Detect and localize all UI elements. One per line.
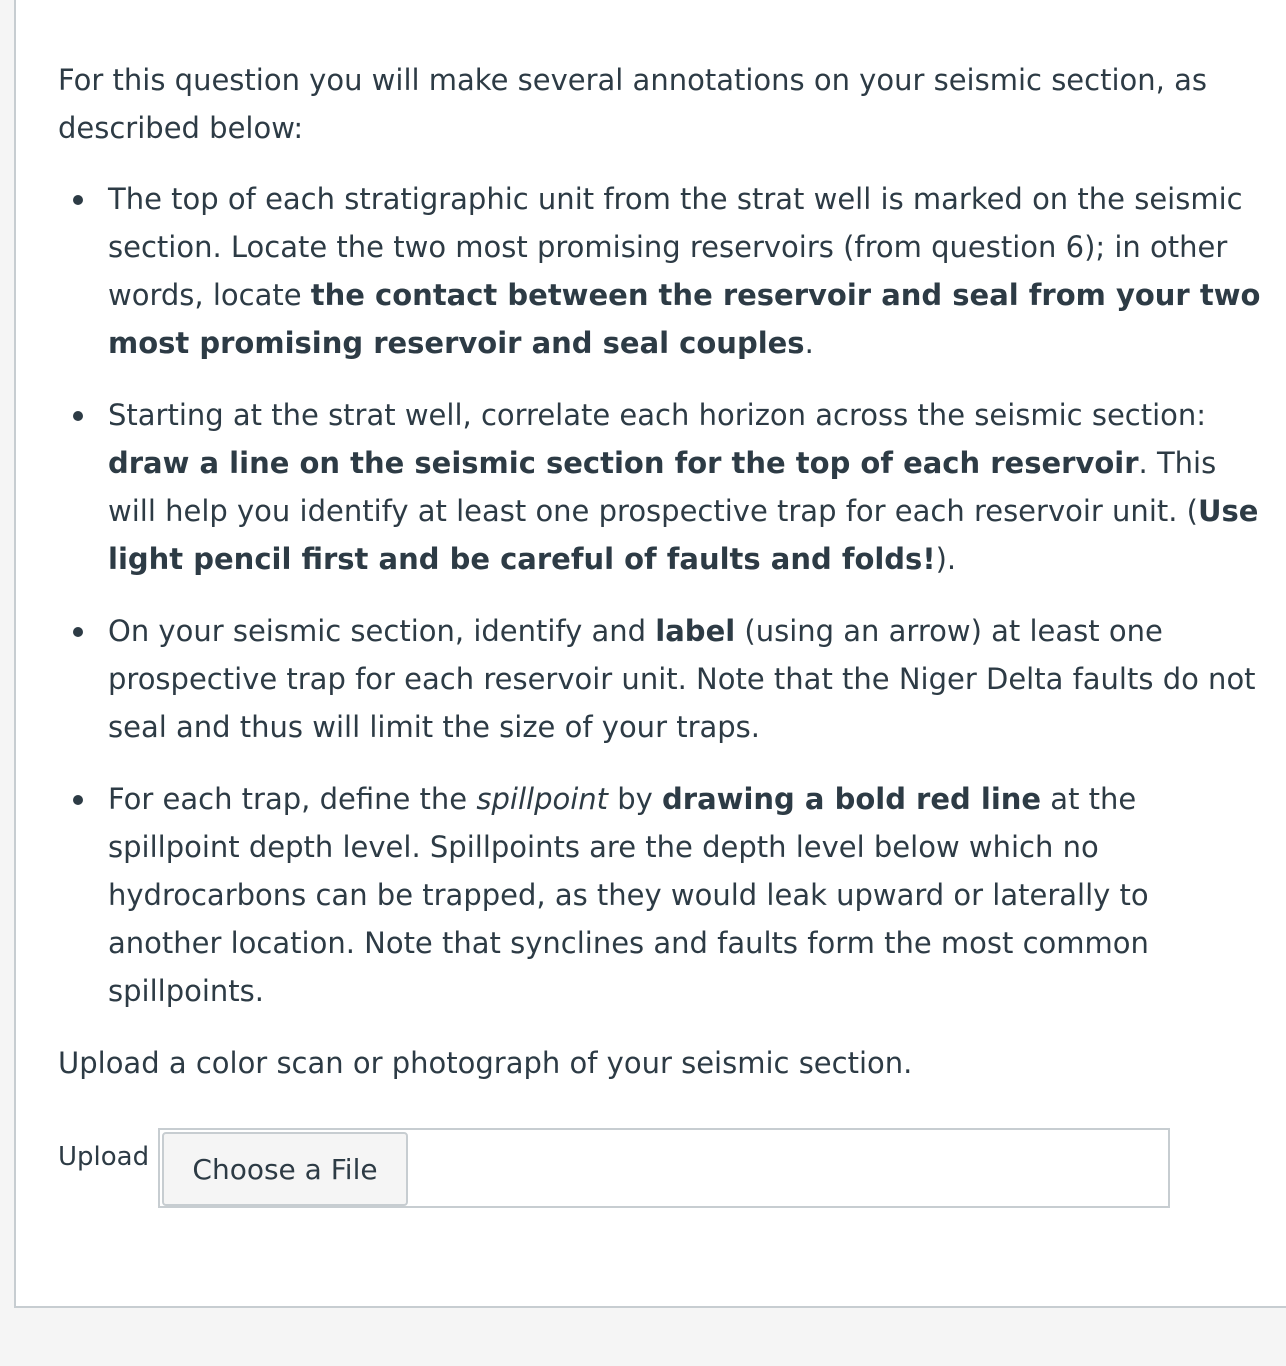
instruction-emphasis: drawing a bold red line [662, 782, 1042, 816]
instruction-text: The top of each stratigraphic unit from the strat well is marked on the seismic section. Locate the two most promising reservoirs (from question 6); in other words, locate [108, 182, 1243, 312]
upload-row [58, 1128, 1188, 1208]
instruction-emphasis: the contact between the reservoir and seal from your two most promising reservoir and seal couples [108, 278, 1261, 360]
instruction-item-locate-reservoirs [58, 175, 1268, 367]
choose-file-button[interactable]: Choose a File [162, 1132, 408, 1206]
question-closing: Upload a color scan or photograph of your seismic section. [58, 1046, 913, 1080]
instruction-emphasis: Use light pencil first and be careful of faults and folds! [108, 494, 1259, 576]
instruction-list [58, 175, 1268, 1015]
instruction-text: On your seismic section, identify and [108, 614, 656, 648]
instruction-emphasis: draw a line on the seismic section for the top of each reservoir [108, 446, 1139, 480]
instruction-text: at the spillpoint depth level. Spillpoints are the depth level below which no hydrocarbons can be trapped, as they would leak upward or laterally to another location. Note that synclines and faults form the most common spillpoints. [108, 782, 1149, 1008]
instruction-text: (using an arrow) at least one prospective trap for each reservoir unit. Note that the Niger Delta faults do not seal and thus will limit the size of your traps. [108, 614, 1256, 744]
upload-label: Upload [58, 1142, 150, 1172]
question-text [58, 56, 1268, 1087]
file-input-box[interactable] [158, 1128, 1170, 1208]
instruction-text: . This will help you identify at least one prospective trap for each reservoir unit. ( [108, 446, 1217, 528]
instruction-text: Starting at the strat well, correlate each horizon across the seismic section: [108, 398, 1207, 432]
instruction-emphasis: label [655, 614, 736, 648]
question-panel [14, 0, 1286, 1308]
instruction-item-correlate-horizons [58, 391, 1268, 583]
instruction-text: by [608, 782, 663, 816]
instruction-text: ). [935, 542, 957, 576]
instruction-italic: spillpoint [476, 782, 609, 816]
question-intro: For this question you will make several annotations on your seismic section, as described below: [58, 63, 1207, 145]
instruction-text: For each trap, define the [108, 782, 477, 816]
instruction-item-spillpoint [58, 775, 1268, 1015]
instruction-text: . [804, 326, 814, 360]
instruction-item-label-traps [58, 607, 1268, 751]
